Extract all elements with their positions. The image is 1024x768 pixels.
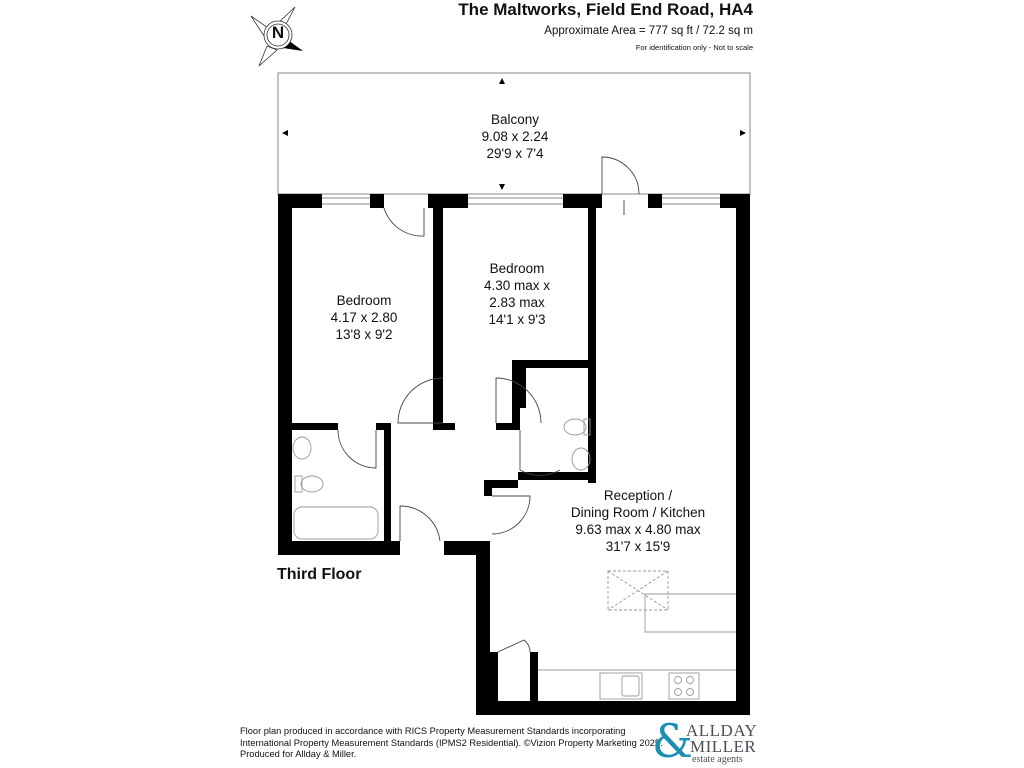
room-label-bedroom-2 (484, 260, 550, 328)
room-name: Reception / (603, 488, 673, 503)
logo-ampersand: & (652, 714, 693, 768)
scale-note: For identification only - Not to scale (635, 43, 753, 52)
room-name: Balcony (490, 112, 540, 127)
room-dimensions-imperial: 29'9 x 7'4 (486, 146, 544, 161)
room-name-2: Dining Room / Kitchen (570, 505, 706, 520)
approximate-area: Approximate Area = 777 sq ft / 72.2 sq m (544, 25, 753, 37)
room-dimensions-metric: 4.30 max x (483, 278, 551, 293)
footer-line: International Property Measurement Standards (IPMS2 Residential). ©Vizion Property Marketing 2025. (240, 737, 663, 748)
logo-line: MILLER (690, 737, 757, 756)
footer-line: Produced for Allday & Miller. (240, 749, 357, 759)
room-name: Bedroom (489, 261, 545, 276)
room-dimensions-imperial: 14'1 x 9'3 (488, 312, 546, 327)
room-dimensions-imperial: 13'8 x 9'2 (335, 327, 393, 342)
property-title: The Maltworks, Field End Road, HA4 (458, 0, 753, 19)
logo-line: ALLDAY (686, 721, 758, 740)
room-name: Bedroom (336, 293, 392, 308)
allday-miller-logo (652, 714, 772, 768)
room-label-balcony (482, 111, 549, 162)
room-dimensions-metric-2: 2.83 max (489, 295, 545, 310)
compass-north-label: N (271, 23, 285, 42)
room-dimensions-metric: 9.63 max x 4.80 max (575, 522, 701, 537)
room-dimensions-metric: 9.08 x 2.24 (481, 129, 549, 144)
room-dimensions-imperial: 31'7 x 15'9 (605, 539, 671, 554)
room-dimensions-metric: 4.17 x 2.80 (330, 310, 398, 325)
fixtures (293, 419, 736, 699)
footer-line: Floor plan produced in accordance with RICS Property Measurement Standards incorporating (240, 726, 626, 736)
footer-disclaimer (240, 726, 663, 761)
floor-label: Third Floor (277, 566, 362, 583)
logo-line: estate agents (692, 754, 743, 765)
room-label-bedroom-1 (331, 292, 398, 343)
room-label-reception (571, 487, 705, 555)
